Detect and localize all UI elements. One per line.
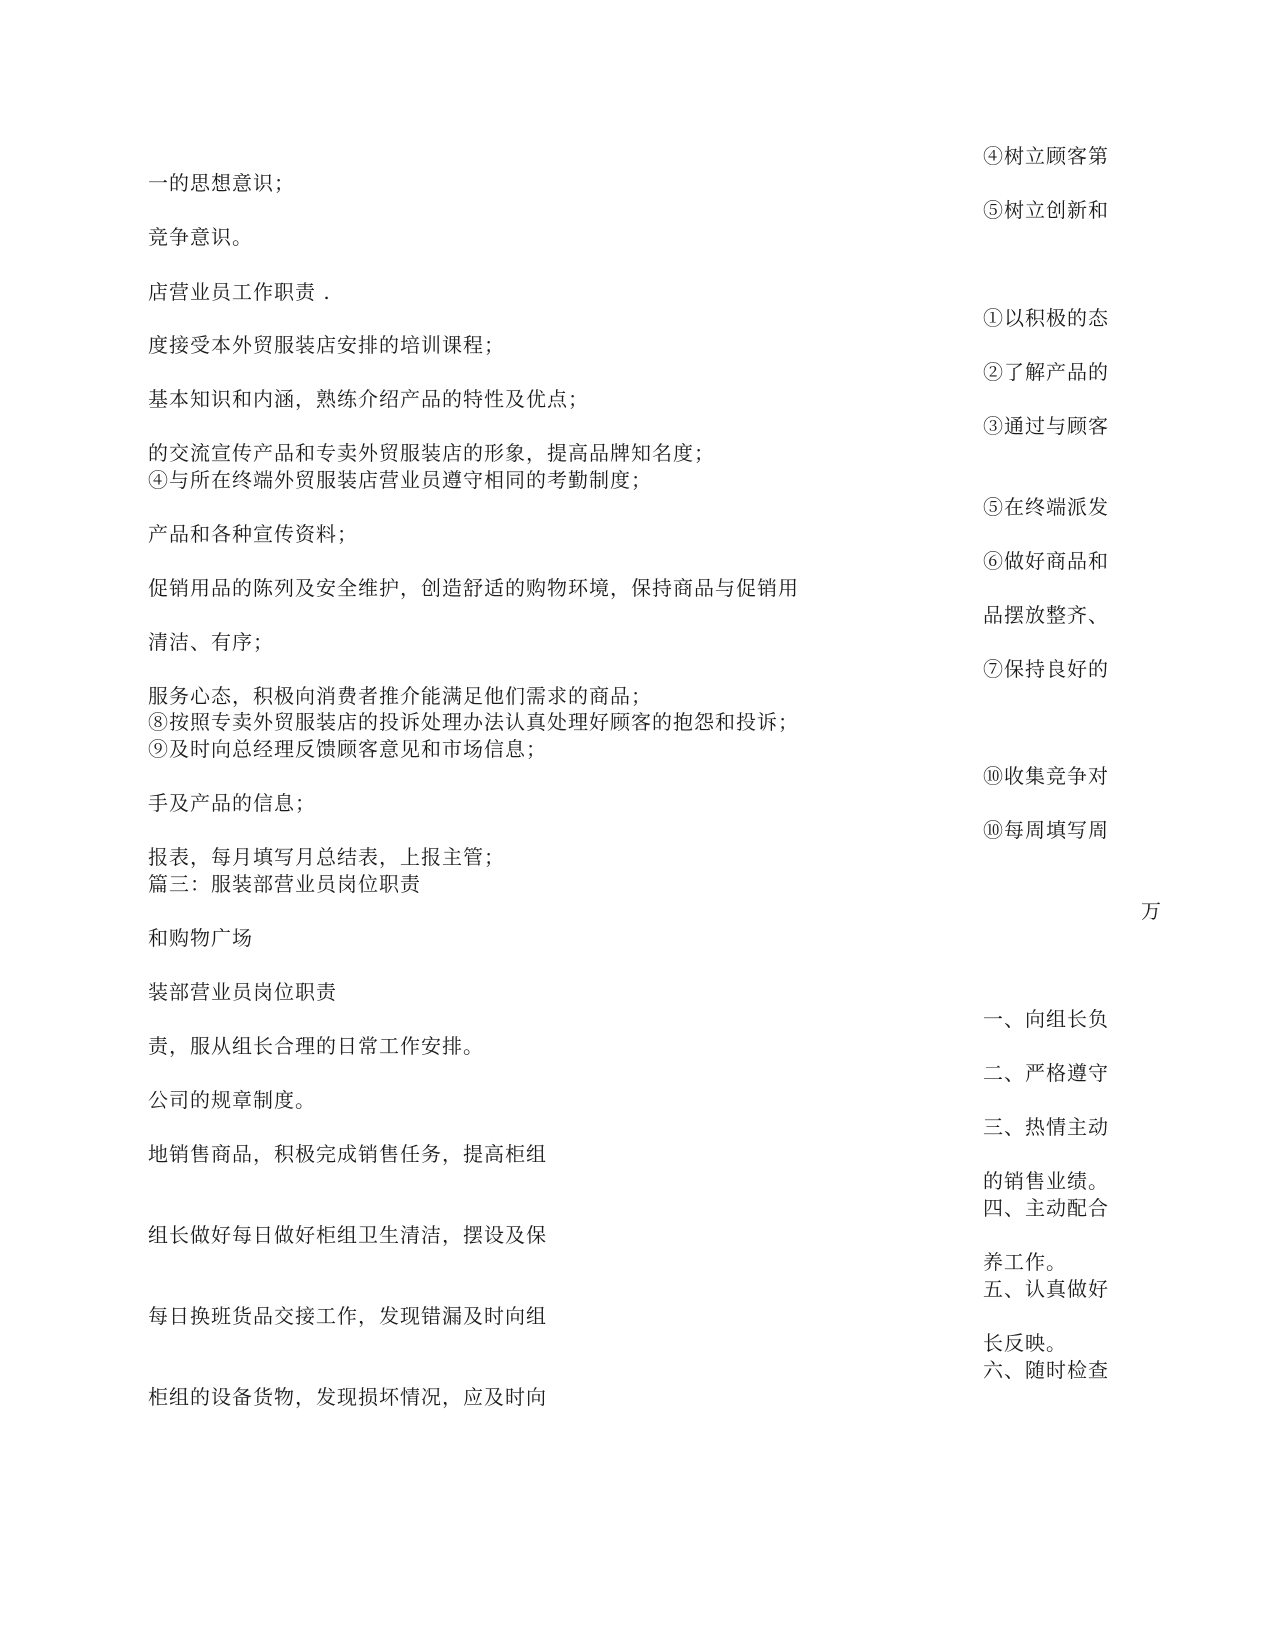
text-line: 地销售商品，积极完成销售任务，提高柜组 xyxy=(148,1142,547,1166)
text-line: 二、严格遵守 xyxy=(983,1061,1109,1085)
text-line: 万 xyxy=(1141,899,1162,923)
text-line: 度接受本外贸服装店安排的培训课程； xyxy=(148,333,505,357)
text-line: ⑧按照专卖外贸服装店的投诉处理办法认真处理好顾客的抱怨和投诉； xyxy=(148,710,799,734)
text-line: 基本知识和内涵，熟练介绍产品的特性及优点； xyxy=(148,387,589,411)
text-line: ⑤树立创新和 xyxy=(983,198,1109,222)
text-line: ⑦保持良好的 xyxy=(983,657,1109,681)
text-line: 一的思想意识； xyxy=(148,171,295,195)
text-line: 报表，每月填写月总结表，上报主管； xyxy=(148,845,505,869)
text-line: 柜组的设备货物，发现损坏情况，应及时向 xyxy=(148,1385,547,1409)
text-line: 每日换班货品交接工作，发现错漏及时向组 xyxy=(148,1304,547,1328)
text-line: 清洁、有序； xyxy=(148,630,274,654)
text-line: 公司的规章制度。 xyxy=(148,1088,316,1112)
text-line: ⑩每周填写周 xyxy=(983,818,1109,842)
text-line: 五、认真做好 xyxy=(983,1277,1109,1301)
text-line: ⑨及时向总经理反馈顾客意见和市场信息； xyxy=(148,737,547,761)
text-line: 的销售业绩。 xyxy=(983,1169,1109,1193)
text-line: 六、随时检查 xyxy=(983,1358,1109,1382)
text-line: 促销用品的陈列及安全维护，创造舒适的购物环境，保持商品与促销用 xyxy=(148,576,799,600)
text-line: 和购物广场 xyxy=(148,926,253,950)
text-line: 产品和各种宣传资料； xyxy=(148,522,358,546)
text-line: 竞争意识。 xyxy=(148,225,253,249)
text-line: 长反映。 xyxy=(983,1331,1067,1355)
text-line: ④树立顾客第 xyxy=(983,144,1109,168)
text-line: ④与所在终端外贸服装店营业员遵守相同的考勤制度； xyxy=(148,468,652,492)
text-line: 养工作。 xyxy=(983,1250,1067,1274)
text-line: 四、主动配合 xyxy=(983,1196,1109,1220)
text-line: 篇三：服装部营业员岗位职责 xyxy=(148,872,421,896)
text-line: 的交流宣传产品和专卖外贸服装店的形象，提高品牌知名度； xyxy=(148,441,715,465)
text-line: 责，服从组长合理的日常工作安排。 xyxy=(148,1034,484,1058)
text-line: ⑤在终端派发 xyxy=(983,495,1109,519)
text-line: 手及产品的信息； xyxy=(148,791,316,815)
text-line: 三、热情主动 xyxy=(983,1115,1109,1139)
text-line: 服务心态，积极向消费者推介能满足他们需求的商品； xyxy=(148,684,652,708)
text-line: ②了解产品的 xyxy=(983,360,1109,384)
text-line: 一、向组长负 xyxy=(983,1007,1109,1031)
text-line: 组长做好每日做好柜组卫生清洁，摆设及保 xyxy=(148,1223,547,1247)
text-line: ③通过与顾客 xyxy=(983,414,1109,438)
text-line: 品摆放整齐、 xyxy=(983,603,1109,627)
text-line: ⑥做好商品和 xyxy=(983,549,1109,573)
text-line: ⑩收集竞争对 xyxy=(983,764,1109,788)
text-line: ①以积极的态 xyxy=(983,306,1109,330)
text-line: 店营业员工作职责 . xyxy=(148,280,331,304)
text-line: 装部营业员岗位职责 xyxy=(148,980,337,1004)
